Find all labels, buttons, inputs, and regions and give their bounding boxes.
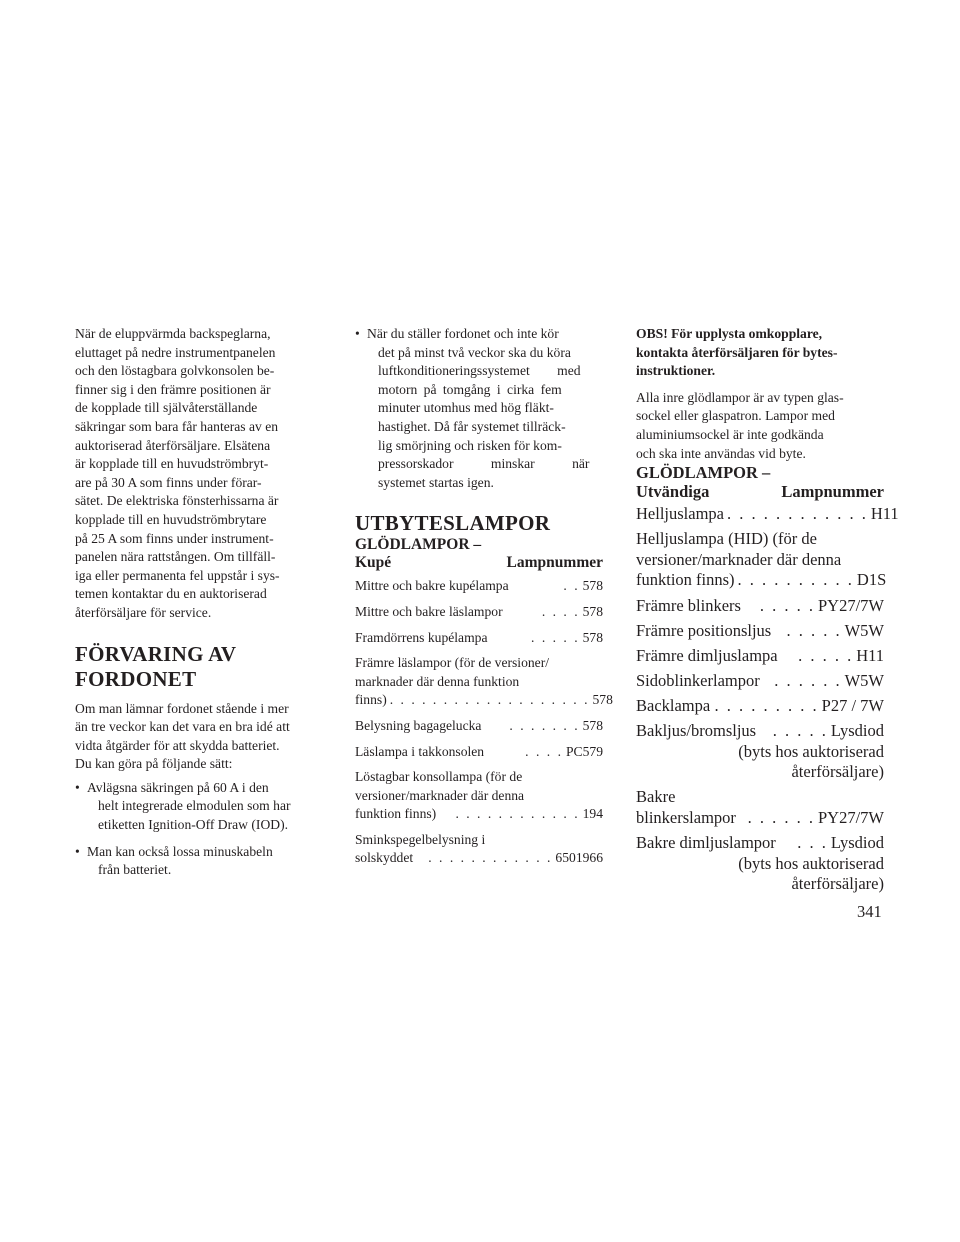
subheading-row [355, 554, 603, 572]
entry-value: Lysdiod [830, 832, 884, 852]
bulb-entry [636, 721, 884, 783]
text-line: are på 30 A som finns under förar- [75, 474, 262, 490]
subheading-right: Lampnummer [506, 554, 603, 572]
text-line: kontakta återförsäljaren för bytes- [636, 344, 838, 360]
text-line: än tre veckor kan det vara en bra idé att [75, 719, 290, 735]
entry-label: Sidoblinkerlampor [636, 670, 760, 690]
subheading: GLÖDLAMPOR – [355, 536, 482, 554]
section-heading [75, 642, 321, 692]
entry-row [355, 629, 603, 648]
bulb-entry [636, 671, 884, 692]
text-line: När du ställer fordonet och inte kör [367, 326, 559, 341]
text-line: på 25 A som finns under instrument- [75, 530, 274, 546]
entry-label: Främre blinkers [636, 595, 741, 615]
text-line: vidta åtgärder för att skydda batteriet. [75, 737, 280, 753]
heading-line: FORDONET [75, 666, 197, 691]
bulb-entry [636, 696, 884, 717]
entry-row [636, 833, 884, 854]
entry-value: PC579 [565, 743, 603, 759]
entry-label: Framdörrens kupélampa [355, 629, 488, 645]
text-line: de kopplade till självåterställande [75, 400, 258, 416]
bulb-list-interior [355, 577, 613, 868]
bulb-entry [636, 596, 884, 617]
subheading-right: Lampnummer [781, 482, 884, 502]
bullet-item [75, 843, 321, 880]
entry-text-line: Främre läslampor (för de versioner/ [355, 655, 550, 671]
dot-leader: . . . [797, 832, 828, 852]
entry-value: H11 [856, 645, 884, 665]
entry-label: Belysning bagagelucka [355, 717, 482, 733]
text-line: sockel eller glaspatron. Lampor med [636, 408, 835, 424]
bulb-entry [636, 787, 884, 828]
entry-row [636, 808, 884, 829]
entry-note: återförsäljare) [791, 874, 884, 894]
entry-value: W5W [844, 620, 884, 640]
entry-label: funktion finns) [636, 570, 735, 590]
entry-value: 578 [592, 692, 613, 708]
entry-value: 578 [582, 578, 603, 594]
dot-leader: . . . . . . . [509, 717, 580, 733]
bulb-entry [355, 768, 603, 824]
subheading-row [636, 482, 884, 501]
text-line: Man kan också lossa minuskabeln [87, 843, 273, 859]
entry-value: 578 [582, 717, 603, 733]
bulb-entry [355, 603, 603, 622]
bullet-dot-icon: • [355, 326, 360, 341]
column-left [75, 325, 321, 880]
entry-label: blinkerslampor [636, 807, 736, 827]
text-line: eluttaget på nedre instrumentpanelen [75, 344, 276, 360]
entry-text-line: versioner/marknader där denna [636, 549, 842, 569]
entry-label: Helljuslampa [636, 504, 724, 524]
entry-value: 578 [582, 603, 603, 619]
text-line: iga eller permanenta fel uppstår i sys- [75, 567, 280, 583]
entry-label: Mittre och bakre kupélampa [355, 578, 509, 594]
entry-note: (byts hos auktoriserad [738, 741, 884, 761]
bulb-entry [355, 717, 603, 736]
entry-text-line: Bakre [636, 787, 676, 807]
dot-leader: . . . . . [772, 721, 828, 740]
entry-label: finns) [355, 692, 387, 708]
text-line: instruktioner. [636, 363, 716, 379]
subheading: GLÖDLAMPOR – [636, 463, 771, 483]
dot-leader: . . . . . . . . . . [737, 570, 854, 590]
text-line: och ska inte användas vid byte. [636, 445, 806, 461]
section-heading: UTBYTESLAMPOR [355, 511, 551, 536]
bullet-item [355, 325, 603, 492]
entry-value: D1S [856, 570, 887, 590]
entry-note: (byts hos auktoriserad [738, 853, 884, 873]
heading-line: FÖRVARING AV [75, 641, 237, 666]
dot-leader: . . . . . . . . . . . . [455, 806, 580, 822]
dot-leader: . . . . . . . . . . . . [428, 850, 553, 866]
bulb-entry [355, 629, 603, 648]
storage-paragraph [75, 700, 321, 774]
entry-value: H11 [870, 504, 899, 524]
text-line: etiketten Ignition-Off Draw (IOD). [98, 817, 289, 833]
entry-label: Bakre dimljuslampor [636, 832, 776, 852]
text-line: motorn på tomgång i cirka fem [378, 381, 562, 397]
entry-label: Bakljus/bromsljus [636, 721, 757, 740]
bulb-entry [355, 654, 613, 710]
bullet-dot-icon: • [75, 843, 80, 859]
entry-row [636, 646, 884, 667]
entry-value: 194 [582, 806, 603, 822]
dot-leader: . . . . . . . . . [714, 695, 819, 715]
entry-value: PY27/7W [818, 595, 884, 615]
entry-row [636, 621, 884, 642]
entry-row [636, 570, 887, 591]
text-line: aluminiumsockel är inte godkända [636, 426, 824, 442]
entry-row [355, 849, 603, 868]
entry-row [355, 603, 603, 622]
entry-row [636, 696, 884, 717]
entry-value: PY27/7W [818, 807, 884, 827]
entry-value: W5W [844, 670, 884, 690]
bulb-entry [636, 529, 887, 591]
text-line: pressorskador minskar när [378, 456, 590, 472]
dot-leader: . . . . . [786, 620, 842, 640]
bulb-entry [636, 504, 899, 525]
entry-text-line: versioner/marknader där denna [355, 787, 525, 803]
dot-leader: . . . . . [759, 595, 815, 615]
obs-note [636, 325, 884, 381]
text-line: det på minst två veckor ska du köra [378, 344, 571, 360]
entry-row [355, 577, 603, 596]
entry-label: Främre dimljuslampa [636, 645, 778, 665]
text-line: från batteriet. [98, 862, 172, 878]
bullet-dot-icon: • [75, 779, 80, 795]
dot-leader: . . . . . . . . . . . . [726, 504, 868, 524]
entry-label: solskyddet [355, 850, 414, 866]
bulb-entry [636, 621, 884, 642]
text-line: är kopplade till en huvudströmbryt- [75, 456, 269, 472]
entry-label: funktion finns) [355, 806, 437, 822]
bulb-entry [355, 831, 603, 868]
entry-row [355, 805, 603, 824]
entry-row [355, 691, 613, 710]
entry-value: 578 [582, 629, 603, 645]
bulb-entry [636, 833, 884, 895]
text-line: minuter utomhus med hög fläkt- [378, 400, 554, 416]
entry-label: Läslampa i takkonsolen [355, 743, 485, 759]
dot-leader: . . . . [525, 743, 563, 759]
entry-label: Mittre och bakre läslampor [355, 603, 503, 619]
text-line: och den löstagbara golvkonsolen be- [75, 363, 275, 379]
text-line: luftkonditioneringssystemet med [378, 363, 581, 379]
text-line: Du kan göra på följande sätt: [75, 756, 233, 772]
text-line: helt integrerade elmodulen som har [98, 798, 291, 814]
text-line: lig smörjning och risken för kom- [378, 437, 562, 453]
entry-label: Främre positionsljus [636, 620, 772, 640]
page-number: 341 [857, 902, 882, 921]
bulb-entry [355, 577, 603, 596]
column-middle [355, 325, 613, 875]
dot-leader: . . . . . [531, 629, 580, 645]
text-line: kopplade till en huvudströmbrytare [75, 511, 267, 527]
entry-note: återförsäljare) [791, 762, 884, 782]
bulb-entry [355, 743, 603, 762]
text-line: temen kontaktar du en auktoriserad [75, 586, 267, 602]
subheading-left: Kupé [355, 554, 392, 572]
text-line: hastighet. Då får systemet tillräck- [378, 418, 566, 434]
bulb-entry [636, 646, 884, 667]
dot-leader: . . . . . . [747, 807, 815, 827]
dot-leader: . . . . [541, 603, 580, 619]
text-line: OBS! För upplysta omkopplare, [636, 326, 823, 341]
entry-text-line: Löstagbar konsollampa (för de [355, 769, 523, 785]
dot-leader: . . [563, 578, 580, 594]
bullet-item [75, 779, 321, 835]
text-line: systemet startas igen. [378, 474, 494, 490]
text-line: auktoriserad återförsäljare. Elsätena [75, 437, 271, 453]
entry-row [636, 504, 899, 525]
text-line: panelen nära rattstången. Om tillfäll- [75, 549, 276, 565]
text-line: Om man lämnar fordonet stående i mer [75, 700, 289, 716]
bulb-list-exterior [636, 504, 899, 895]
entry-text-line: Helljuslampa (HID) (för de [636, 529, 817, 549]
entry-row [355, 743, 603, 762]
text-line: När de eluppvärmda backspeglarna, [75, 326, 271, 341]
entry-row [636, 721, 884, 742]
subheading-left: Utvändiga [636, 482, 710, 502]
dot-leader: . . . . . . [774, 670, 842, 690]
dot-leader: . . . . . . . . . . . . . . . . . . . [389, 692, 590, 708]
entry-row [636, 671, 884, 692]
text-line: sätet. De elektriska fönsterhissarna är [75, 493, 279, 509]
entry-row [636, 596, 884, 617]
entry-row [355, 717, 603, 736]
text-line: säkringar som bara får hanteras av en [75, 418, 279, 434]
entry-text-line: Sminkspegelbelysning i [355, 831, 486, 847]
text-line: Avlägsna säkringen på 60 A i den [87, 779, 269, 795]
text-line: återförsäljare för service. [75, 604, 212, 620]
entry-value: P27 / 7W [821, 695, 884, 715]
text-line: Alla inre glödlampor är av typen glas- [636, 389, 844, 405]
bulb-info-paragraph [636, 389, 884, 463]
dot-leader: . . . . . [798, 645, 854, 665]
entry-value: Lysdiod [830, 721, 884, 740]
entry-label: Backlampa [636, 695, 711, 715]
entry-text-line: marknader där denna funktion [355, 673, 520, 689]
intro-paragraph [75, 325, 321, 623]
text-line: finner sig i den främre positionen är [75, 381, 271, 397]
entry-value: 6501966 [555, 850, 603, 866]
column-right [636, 325, 899, 899]
